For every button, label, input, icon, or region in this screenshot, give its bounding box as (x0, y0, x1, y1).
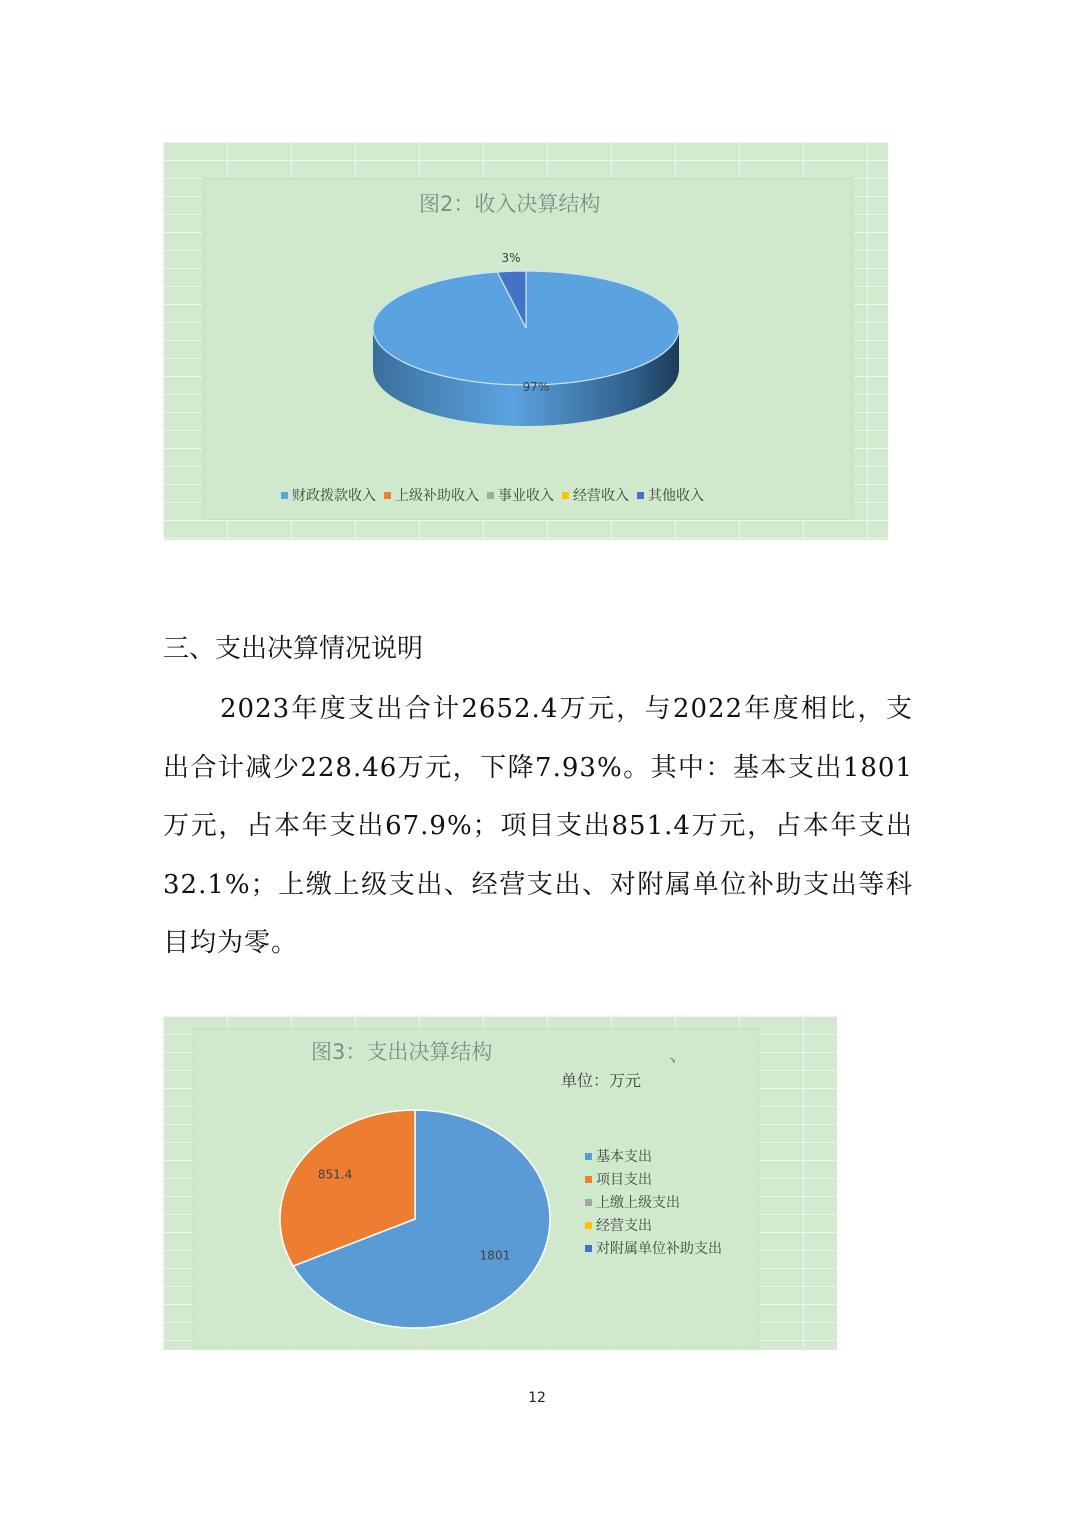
legend-item (585, 1192, 722, 1212)
legend-swatch (585, 1245, 592, 1252)
unit-label: 单位：万元 (561, 1071, 642, 1090)
data-label: 851.4 (317, 1167, 353, 1182)
legend-item (281, 485, 376, 505)
income-legend (281, 485, 712, 505)
expenditure-legend (585, 1146, 730, 1261)
legend-label: 事业收入 (498, 488, 554, 504)
legend-item (585, 1238, 722, 1258)
chart-title: 图2：收入决算结构 (419, 192, 601, 216)
stray-mark: 、 (669, 1042, 690, 1066)
section-heading: 三、支出决算情况说明 (163, 634, 424, 664)
income-structure-chart (163, 142, 888, 540)
legend-label: 基本支出 (596, 1149, 652, 1165)
legend-swatch (281, 492, 288, 499)
legend-swatch (487, 492, 494, 499)
data-label: 1801 (479, 1248, 511, 1263)
legend-swatch (637, 492, 644, 499)
section-paragraph: 2023年度支出合计2652.4万元，与2022年度相比，支出合计减少228.46万元，下降7.93%。其中：基本支出1801万元，占本年支出67.9%；项目支出851.4万元，占本年支出32.1%；上缴上级支出、经营支出、对附属单位补助支出等科目均为零。 (163, 694, 913, 958)
legend-swatch (585, 1153, 592, 1160)
legend-label: 项目支出 (596, 1172, 652, 1188)
data-label: 3% (501, 251, 521, 265)
legend-swatch (384, 492, 391, 499)
legend-item (585, 1146, 722, 1166)
legend-label: 上级补助收入 (395, 488, 479, 504)
chart-title: 图3：支出决算结构 (311, 1040, 493, 1064)
legend-swatch (562, 492, 569, 499)
legend-label: 其他收入 (648, 488, 704, 504)
legend-label: 上缴上级支出 (596, 1195, 680, 1211)
legend-item (487, 485, 554, 505)
legend-label: 对附属单位补助支出 (596, 1241, 722, 1257)
legend-label: 经营收入 (573, 488, 629, 504)
data-label: 97% (522, 380, 550, 394)
legend-swatch (585, 1222, 592, 1229)
legend-swatch (585, 1176, 592, 1183)
legend-item (384, 485, 479, 505)
expenditure-structure-chart (163, 1016, 837, 1350)
expenditure-pie (163, 1016, 837, 1350)
legend-label: 财政拨款收入 (292, 488, 376, 504)
legend-item (585, 1169, 722, 1189)
legend-item (562, 485, 629, 505)
income-pie (163, 142, 888, 540)
legend-label: 经营支出 (596, 1218, 652, 1234)
legend-swatch (585, 1199, 592, 1206)
legend-item (637, 485, 704, 505)
page-number: 12 (528, 1390, 546, 1406)
legend-item (585, 1215, 722, 1235)
